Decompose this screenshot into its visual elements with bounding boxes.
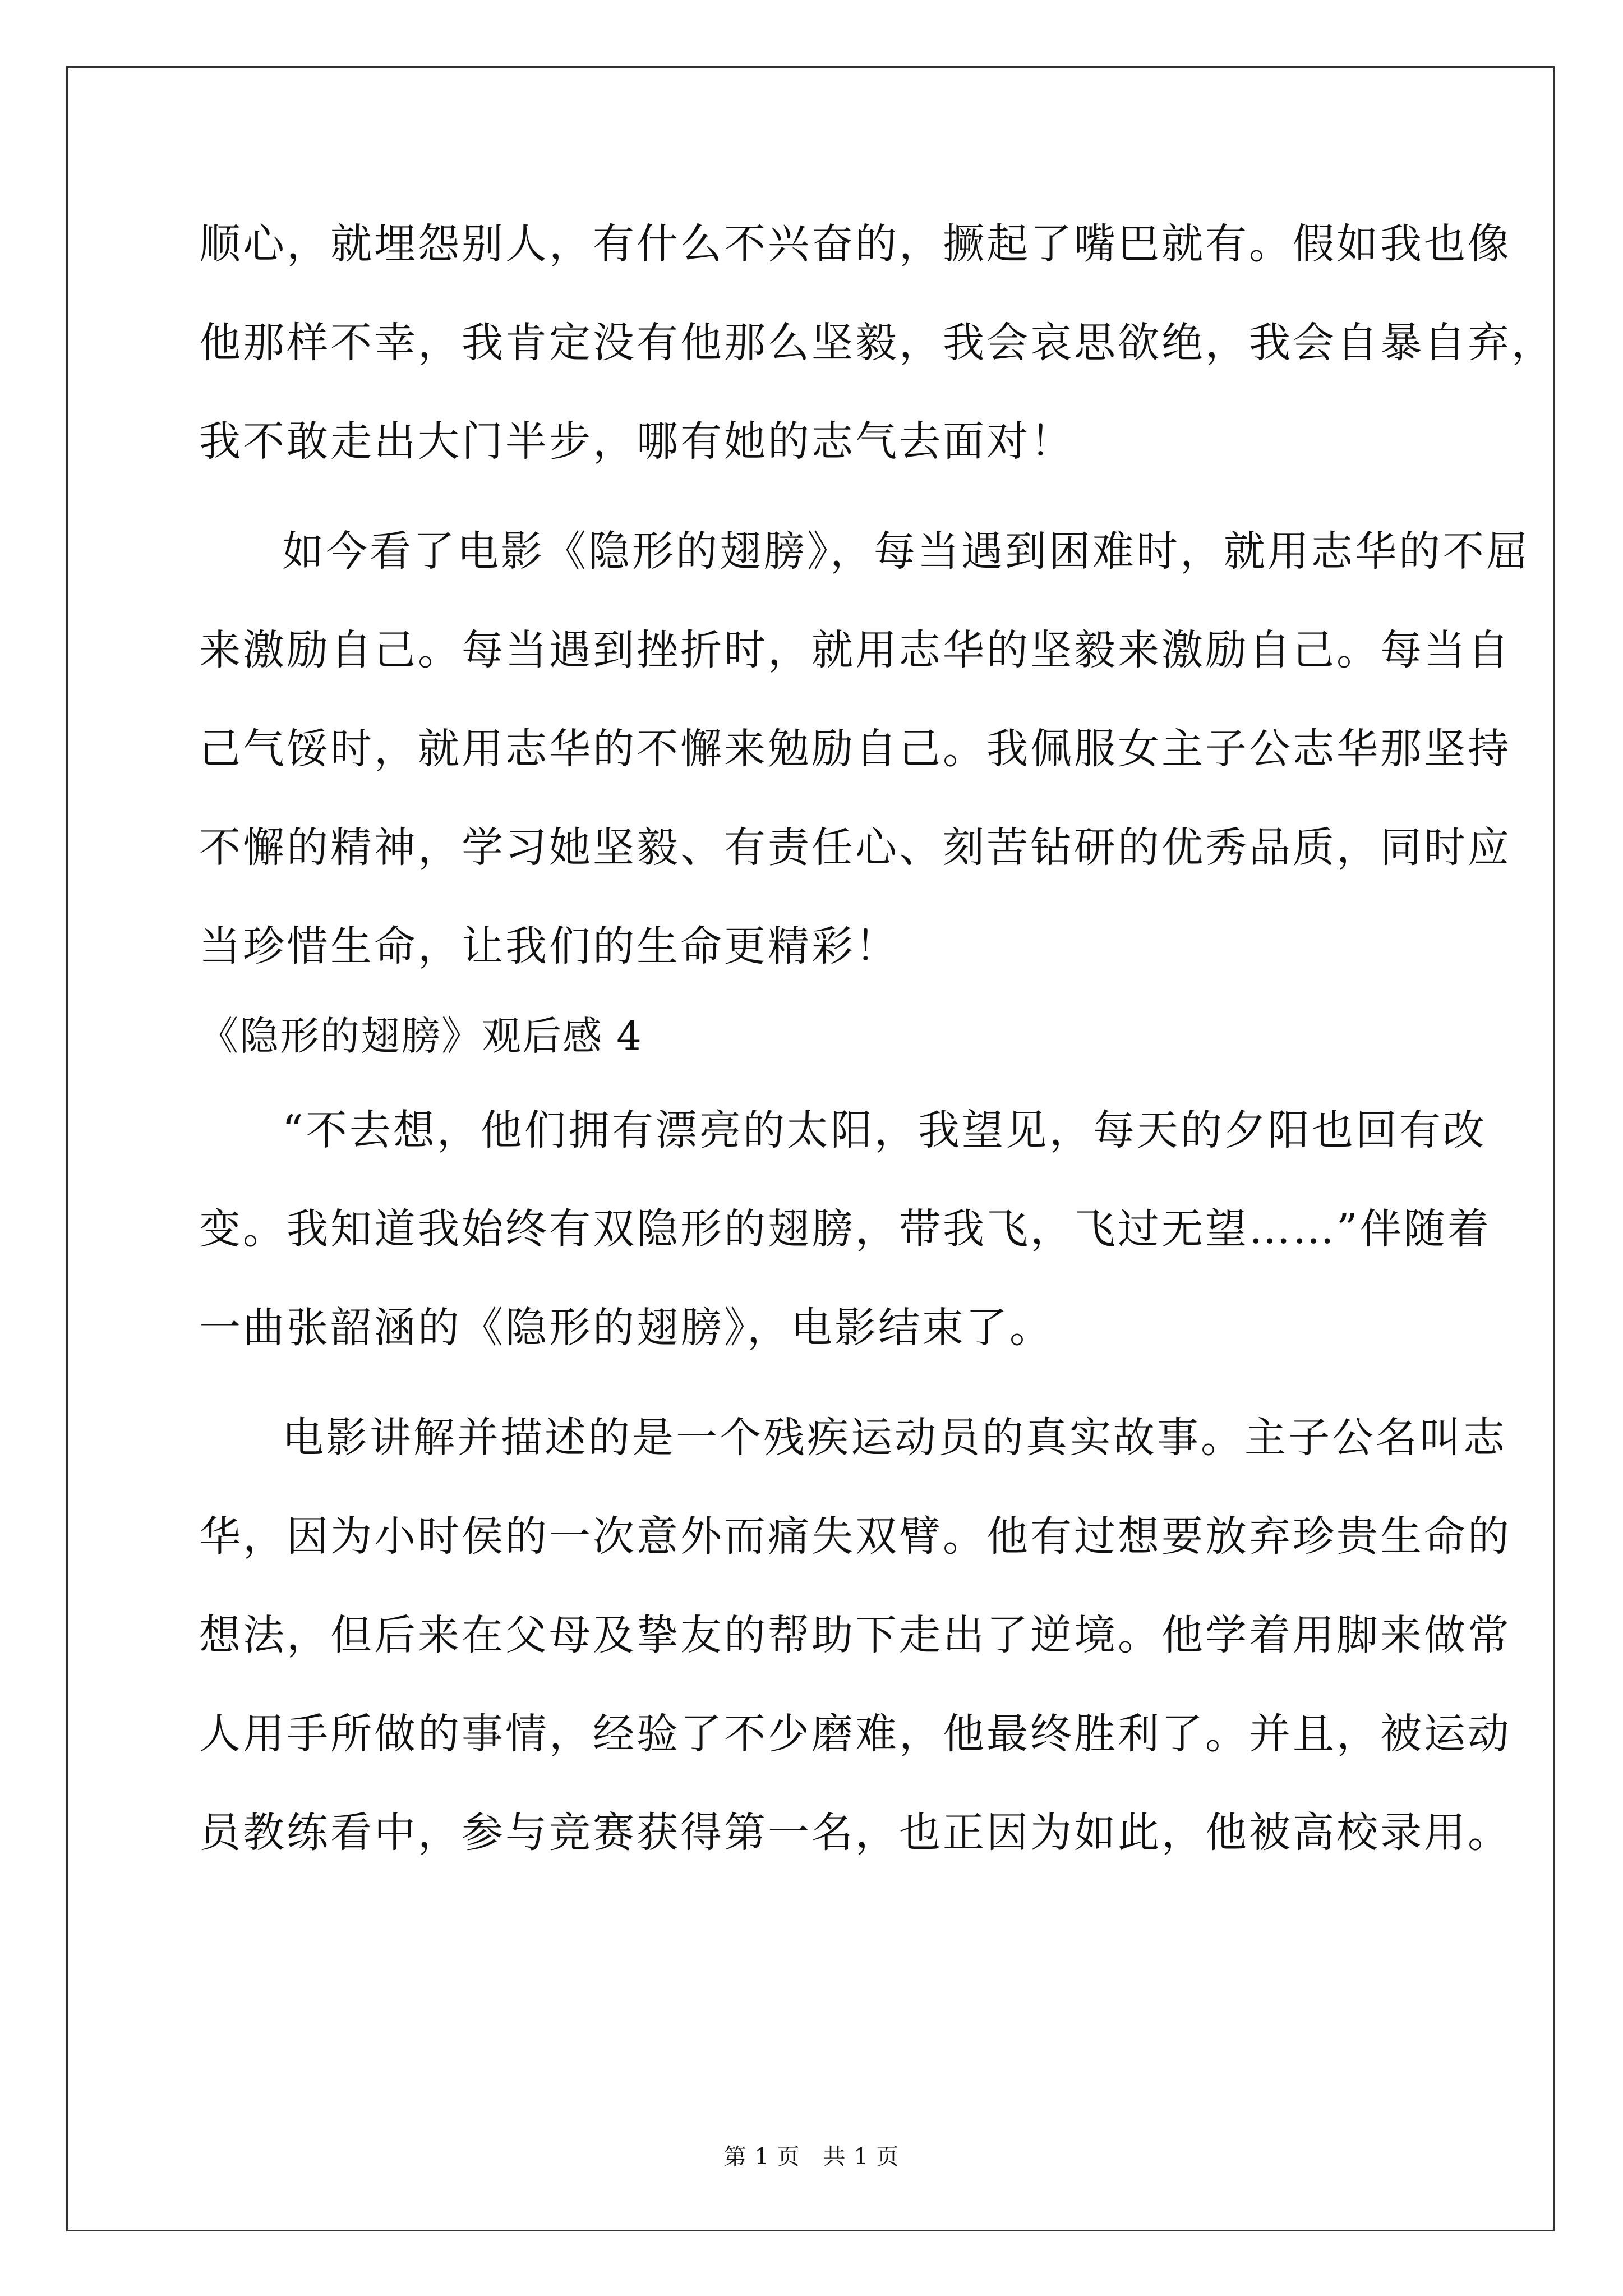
paragraph-line: 来激励自己。每当遇到挫折时，就用志华的坚毅来激励自己。每当自 <box>199 626 1511 674</box>
paragraph-line: 我不敢走出大门半步，哪有她的志气去面对！ <box>199 417 1074 466</box>
paragraph-line: 员教练看中，参与竞赛获得第一名，也正因为如此，他被高校录用。 <box>199 1809 1511 1857</box>
paragraph-line: 如今看了电影《隐形的翅膀》，每当遇到困难时，就用志华的不屈 <box>282 527 1530 576</box>
paragraph-line: 己气馁时，就用志华的不懈来勉励自己。我佩服女主子公志华那坚持 <box>199 725 1511 773</box>
paragraph-line: “不去想，他们拥有漂亮的太阳，我望见，每天的夕阳也回有改 <box>282 1106 1487 1154</box>
paragraph-line: 变。我知道我始终有双隐形的翅膀，带我飞，飞过无望……”伴随着 <box>199 1205 1491 1253</box>
paragraph-line: 顺心，就埋怨别人，有什么不兴奋的，撅起了嘴巴就有。假如我也像 <box>199 220 1511 268</box>
paragraph-line: 人用手所做的事情，经验了不少磨难，他最终胜利了。并且，被运动 <box>199 1710 1511 1758</box>
paragraph-line: 当珍惜生命，让我们的生命更精彩！ <box>199 922 899 970</box>
document-body <box>199 219 1555 1858</box>
paragraph-line: 他那样不幸，我肯定没有他那么坚毅，我会哀思欲绝，我会自暴自弃， <box>199 319 1555 367</box>
paragraph-line: 一曲张韶涵的《隐形的翅膀》，电影结束了。 <box>199 1304 1053 1352</box>
paragraph-line: 不懈的精神，学习她坚毅、有责任心、刻苦钻研的优秀品质，同时应 <box>199 823 1511 872</box>
section-heading: 《隐形的翅膀》观后感 4 <box>199 1013 643 1059</box>
page-footer: 第 1 页 共 1 页 <box>723 2144 900 2170</box>
paragraph-line: 华，因为小时侯的一次意外而痛失双臂。他有过想要放弃珍贵生命的 <box>199 1512 1511 1561</box>
paragraph-line: 电影讲解并描述的是一个残疾运动员的真实故事。主子公名叫志 <box>282 1414 1507 1462</box>
paragraph-line: 想法，但后来在父母及挚友的帮助下走出了逆境。他学着用脚来做常 <box>199 1611 1511 1659</box>
